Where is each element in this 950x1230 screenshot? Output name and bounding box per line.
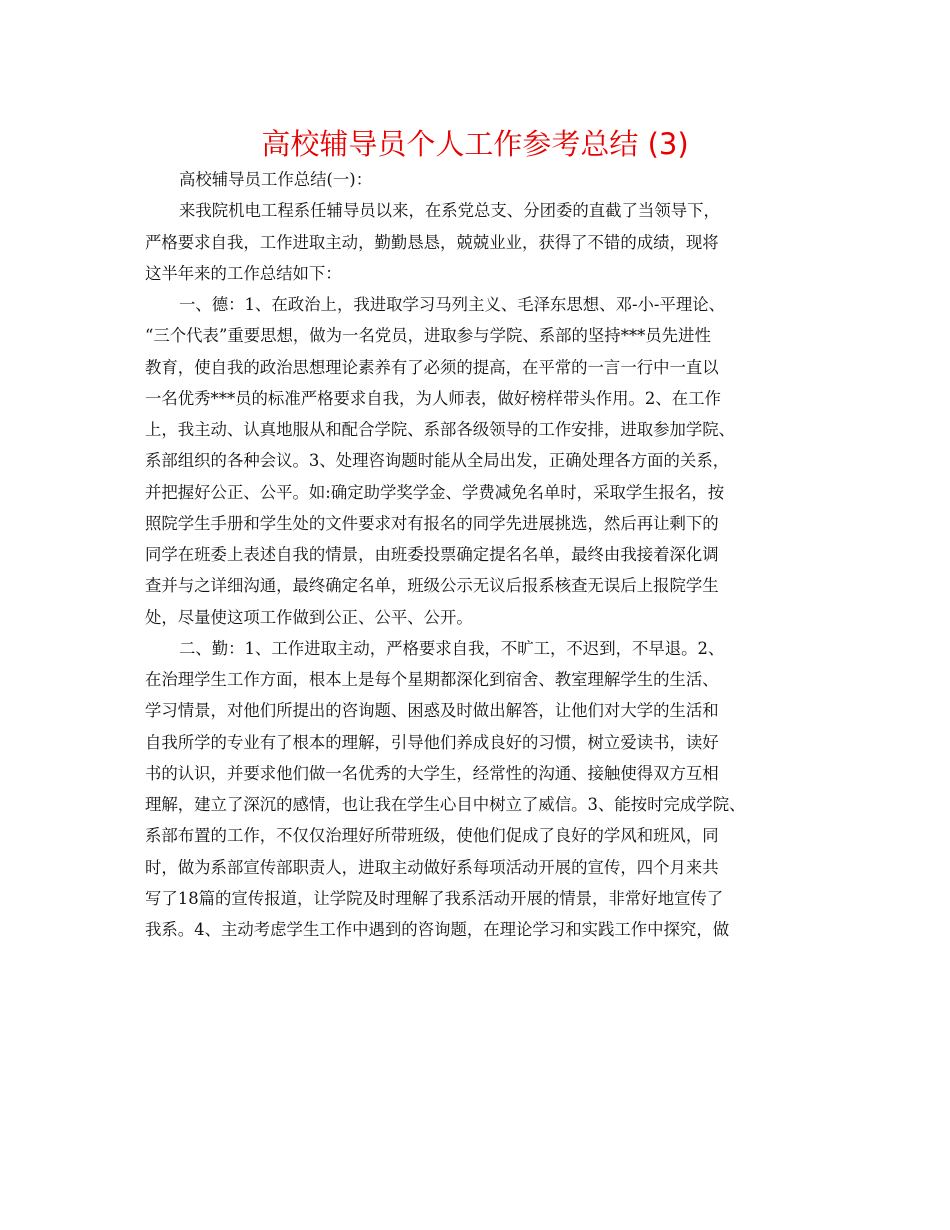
body-line: “三个代表”重要思想，做为一名党员，进取参与学院、系部的坚持***员先进性 <box>145 326 711 346</box>
body-line: 自我所学的专业有了根本的理解，引导他们养成良好的习惯，树立爱读书，读好 <box>145 732 719 752</box>
body-line: 系部布置的工作，不仅仅治理好所带班级，使他们促成了良好的学风和班风，同 <box>145 826 719 846</box>
body-line: 同学在班委上表述自我的情景，由班委投票确定提名名单，最终由我接着深化调 <box>145 545 719 564</box>
body-line: 这半年来的工作总结如下： <box>145 263 342 283</box>
body-line: 处，尽量使这项工作做到公正、公平、公开。 <box>145 607 473 627</box>
body-line: 时，做为系部宣传部职责人，进取主动做好系每项活动开展的宣传，四个月来共 <box>145 857 719 877</box>
body-line: 在治理学生工作方面，根本上是每个星期都深化到宿舍、教室理解学生的生活、 <box>145 670 719 689</box>
body-line: 照院学生手册和学生处的文件要求对有报名的同学先进展挑选，然后再让剩下的 <box>145 513 719 533</box>
body-line: 系部组织的各种会议。3、处理咨询题时能从全局出发，正确处理各方面的关系， <box>145 451 730 471</box>
body-line: 一、德：1、在政治上，我进取学习马列主义、毛泽东思想、邓-小-平理论、 <box>179 295 726 314</box>
body-line: 理解，建立了深沉的感情，也让我在学生心目中树立了威信。3、能按时完成学院、 <box>145 795 746 814</box>
body-line: 一名优秀***员的标准严格要求自我，为人师表，做好榜样带头作用。2、在工作 <box>145 388 721 408</box>
document-body <box>145 164 835 945</box>
body-line: 高校辅导员工作总结(一)： <box>179 170 373 189</box>
body-line: 来我院机电工程系任辅导员以来，在系党总支、分团委的直截了当领导下， <box>179 201 720 221</box>
document-title: 高校辅导员个人工作参考总结 (3) <box>261 127 689 161</box>
body-line: 严格要求自我，工作进取主动，勤勤恳恳，兢兢业业，获得了不错的成绩，现将 <box>145 232 719 252</box>
body-line: 教育，使自我的政治思想理论素养有了必须的提高，在平常的一言一行中一直以 <box>145 357 719 377</box>
body-line: 书的认识，并要求他们做一名优秀的大学生，经常性的沟通、接触使得双方互相 <box>145 763 719 783</box>
body-line: 并把握好公正、公平。如:确定助学奖学金、学费减免名单时，采取学生报名，按 <box>145 482 725 502</box>
body-line: 二、勤：1、工作进取主动，严格要求自我，不旷工，不迟到，不早退。2、 <box>179 638 725 658</box>
body-line: 写了18篇的宣传报道，让学院及时理解了我系活动开展的情景，非常好地宣传了 <box>145 888 724 908</box>
body-line: 查并与之详细沟通，最终确定名单，班级公示无议后报系核查无误后上报院学生 <box>145 576 719 596</box>
body-line: 我系。4、主动考虑学生工作中遇到的咨询题，在理论学习和实践工作中探究，做 <box>145 920 730 939</box>
body-line: 学习情景，对他们所提出的咨询题、困惑及时做出解答，让他们对大学的生活和 <box>145 701 719 721</box>
body-line: 上，我主动、认真地服从和配合学院、系部各级领导的工作安排，进取参加学院、 <box>145 420 736 439</box>
